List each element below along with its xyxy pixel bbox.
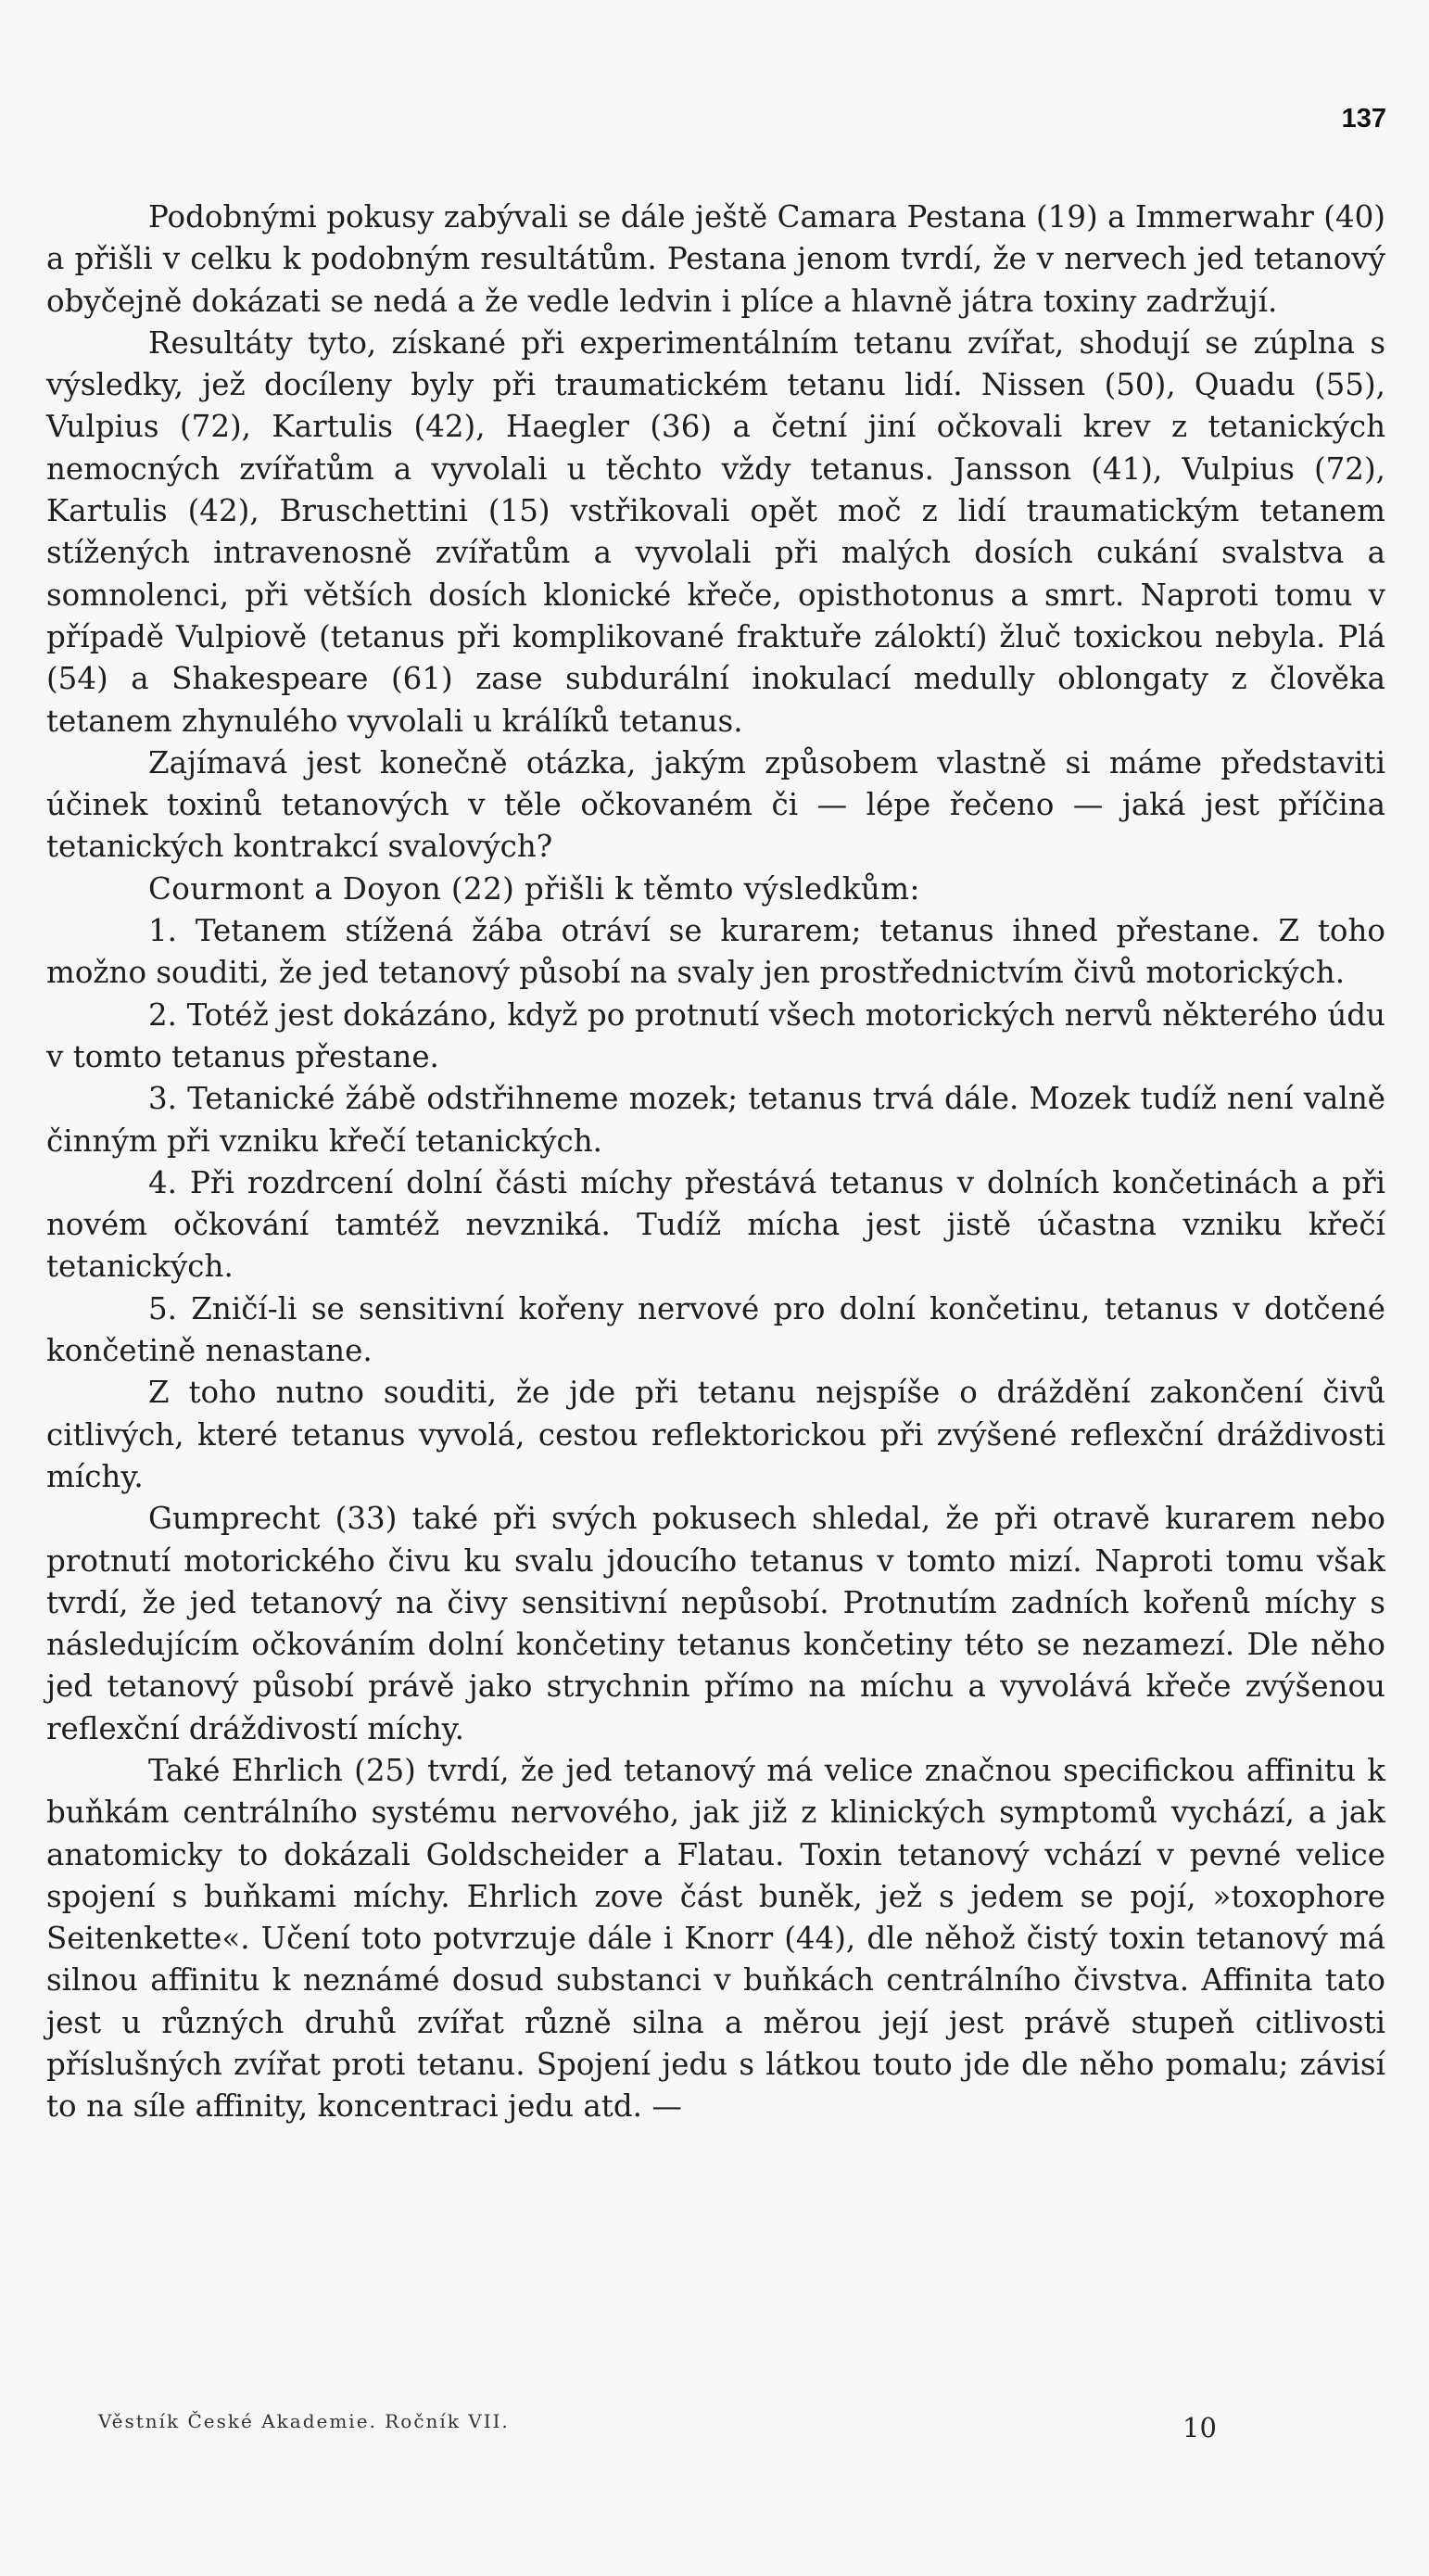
paragraph: Z toho nutno souditi, že jde při tetanu nejspíše o dráždění zakončení čivů citlivých, které tetanus vyvolá, cestou reflektorickou při zvýšené reflexční dráždivosti míchy. (46, 1375, 1385, 1494)
paragraph: Gumprecht (33) také při svých pokusech shledal, že při otravě kurarem nebo protnutí motorického čivu ku svalu jdoucího tetanus v tomto mizí. Naproti tomu však tvrdí, že jed tetanový na čivy sensitivní nepůsobí. Protnutím zadních kořenů míchy s následujícím očkováním dolní končetiny tetanus končetiny této se nezamezí. Dle něho jed tetanový působí právě jako strychnin přímo na míchu a vyvolává křeče zvýšenou reflexční dráždivostí míchy. (46, 1501, 1385, 1746)
paragraph: Courmont a Doyon (22) přišli k těmto výsledkům: (148, 870, 920, 907)
list-item: 2. Totéž jest dokázáno, když po protnutí všech motorických nervů některého údu v tomto tetanus přestane. (46, 996, 1385, 1074)
footer-journal: Věstník České Akademie. Ročník VII. (98, 2410, 510, 2432)
list-item: 1. Tetanem stížená žába otráví se kurarem; tetanus ihned přestane. Z toho možno souditi, že jed tetanový působí na svaly jen prostřednictvím čivů motorických. (46, 913, 1385, 991)
body-text (46, 197, 1385, 2128)
list-item: 5. Zničí-li se sensitivní kořeny nervové pro dolní končetinu, tetanus v dotčené končetině nenastane. (46, 1290, 1385, 1369)
paragraph: Podobnými pokusy zabývali se dále ještě Camara Pestana (19) a Immerwahr (40) a přišli v celku k podobným resultátům. Pestana jenom tvrdí, že v nervech jed tetanový obyčejně dokázati se nedá a že vedle ledvin i plíce a hlavně játra toxiny zadržují. (46, 199, 1385, 319)
list-item: 4. Při rozdrcení dolní části míchy přestává tetanus v dolních končetinách a při novém očkování tamtéž nevzniká. Tudíž mícha jest jistě účastna vzniku křečí tetanických. (46, 1164, 1385, 1285)
paragraph: Také Ehrlich (25) tvrdí, že jed tetanový má velice značnou specifickou affinitu k buňkám centrálního systému nervového, jak již z klinických symptomů vychází, a jak anatomicky to dokázali Goldscheider a Flatau. Toxin tetanový vchází v pevné velice spojení s buňkami míchy. Ehrlich zove část buněk, jež s jedem se pojí, »toxophore Seitenkette«. Učení toto potvrzuje dále i Knorr (44), dle něhož čistý toxin tetanový má silnou affinitu k neznámé dosud substanci v buňkách centrálního čivstva. Affinita tato jest u různých druhů zvířat různě silna a měrou její jest právě stupeň citlivosti příslušných zvířat proti tetanu. Spojení jedu s látkou touto jde dle něho pomalu; závisí to na síle affinity, koncentraci jedu atd. — (46, 1752, 1385, 2125)
paragraph: Resultáty tyto, získané při experimentálním tetanu zvířat, shodují se zúplna s výsledky, jež docíleny byly při traumatickém tetanu lidí. Nissen (50), Quadu (55), Vulpius (72), Kartulis (42), Haegler (36) a četní jiní očkovali krev z tetanických nemocných zvířatům a vyvolali u těchto vždy tetanus. Jansson (41), Vulpius (72), Kartulis (42), Bruschettini (15) vstřikovali opět moč z lidí traumatickým tetanem stížených intravenosně zvířatům a vyvolali při malých dosích cukání svalstva a somnolenci, při větších dosích klonické křeče, opisthotonus a smrt. Naproti tomu v případě Vulpiově (tetanus při komplikované fraktuře záloktí) žluč toxickou nebyla. Plá (54) a Shakespeare (61) zase subdurální inokulací medully oblongaty z člověka tetanem zhynulého vyvolali u králíků tetanus. (46, 324, 1385, 739)
paragraph: Zajímavá jest konečně otázka, jakým způsobem vlastně si máme představiti účinek toxinů tetanových v těle očkovaném či — lépe řečeno — jaká jest příčina tetanických kontrakcí svalových? (46, 744, 1385, 865)
page-number: 137 (1341, 104, 1386, 133)
list-item: 3. Tetanické žábě odstřihneme mozek; tetanus trvá dále. Mozek tudíž není valně činným při vzniku křečí tetanických. (46, 1081, 1385, 1159)
footer-signature: 10 (1182, 2412, 1217, 2443)
